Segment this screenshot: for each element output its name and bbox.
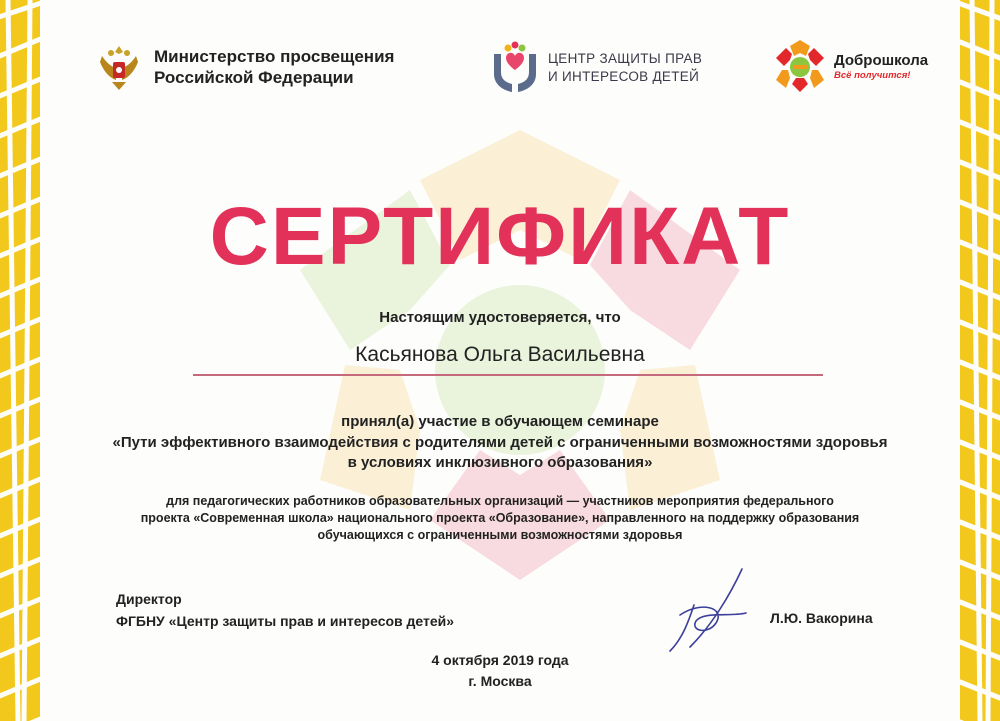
dobroshkola-logo: [772, 38, 928, 94]
certificate-title: СЕРТИФИКАТ: [209, 191, 791, 282]
issue-city: г. Москва: [468, 673, 532, 689]
issue-date: 4 октября 2019 года: [431, 652, 569, 668]
center-logo: [488, 40, 702, 96]
signer-name: Л.Ю. Вакорина: [770, 610, 873, 626]
ministry-logo: [92, 40, 394, 94]
issue-date-block: [0, 650, 1000, 692]
handwritten-signature: [660, 565, 770, 655]
russian-eagle-emblem-icon: [92, 40, 146, 94]
audience-description: для педагогических работников образовательных организаций — участников мероприятия федерального проекта «Современная школа» национального проекта «Образование», направленного на поддержку образования обучающихся с ограниченными возможностями здоровья: [140, 494, 860, 542]
participation-text: принял(а) участие в обучающем семинаре: [341, 413, 659, 430]
recipient-underline: [193, 374, 823, 376]
recipient-name: Касьянова Ольга Васильевна: [355, 343, 645, 366]
dobroshkola-name: Доброшкола: [834, 51, 929, 69]
director-position: [116, 588, 454, 632]
seminar-title: «Пути эффективного взаимодействия с родителями детей с ограниченными возможностями здоровья в условиях инклюзивного образования»: [112, 434, 888, 471]
center-name-line2: И ИНТЕРЕСОВ ДЕТЕЙ: [548, 69, 700, 84]
director-title: Директор: [116, 591, 182, 607]
hands-heart-icon: [488, 40, 542, 96]
ministry-name-line2: Российской Федерации: [154, 68, 354, 87]
center-name-line1: ЦЕНТР ЗАЩИТЫ ПРАВ: [548, 51, 703, 66]
dobroshkola-slogan: Всё получится!: [834, 69, 911, 81]
certify-text: Настоящим удостоверяется, что: [379, 309, 621, 326]
ministry-name-line1: Министерство просвещения: [154, 47, 395, 66]
director-organization: ФГБНУ «Центр защиты прав и интересов детей»: [116, 613, 455, 629]
dobroshkola-flower-icon: [772, 38, 828, 94]
